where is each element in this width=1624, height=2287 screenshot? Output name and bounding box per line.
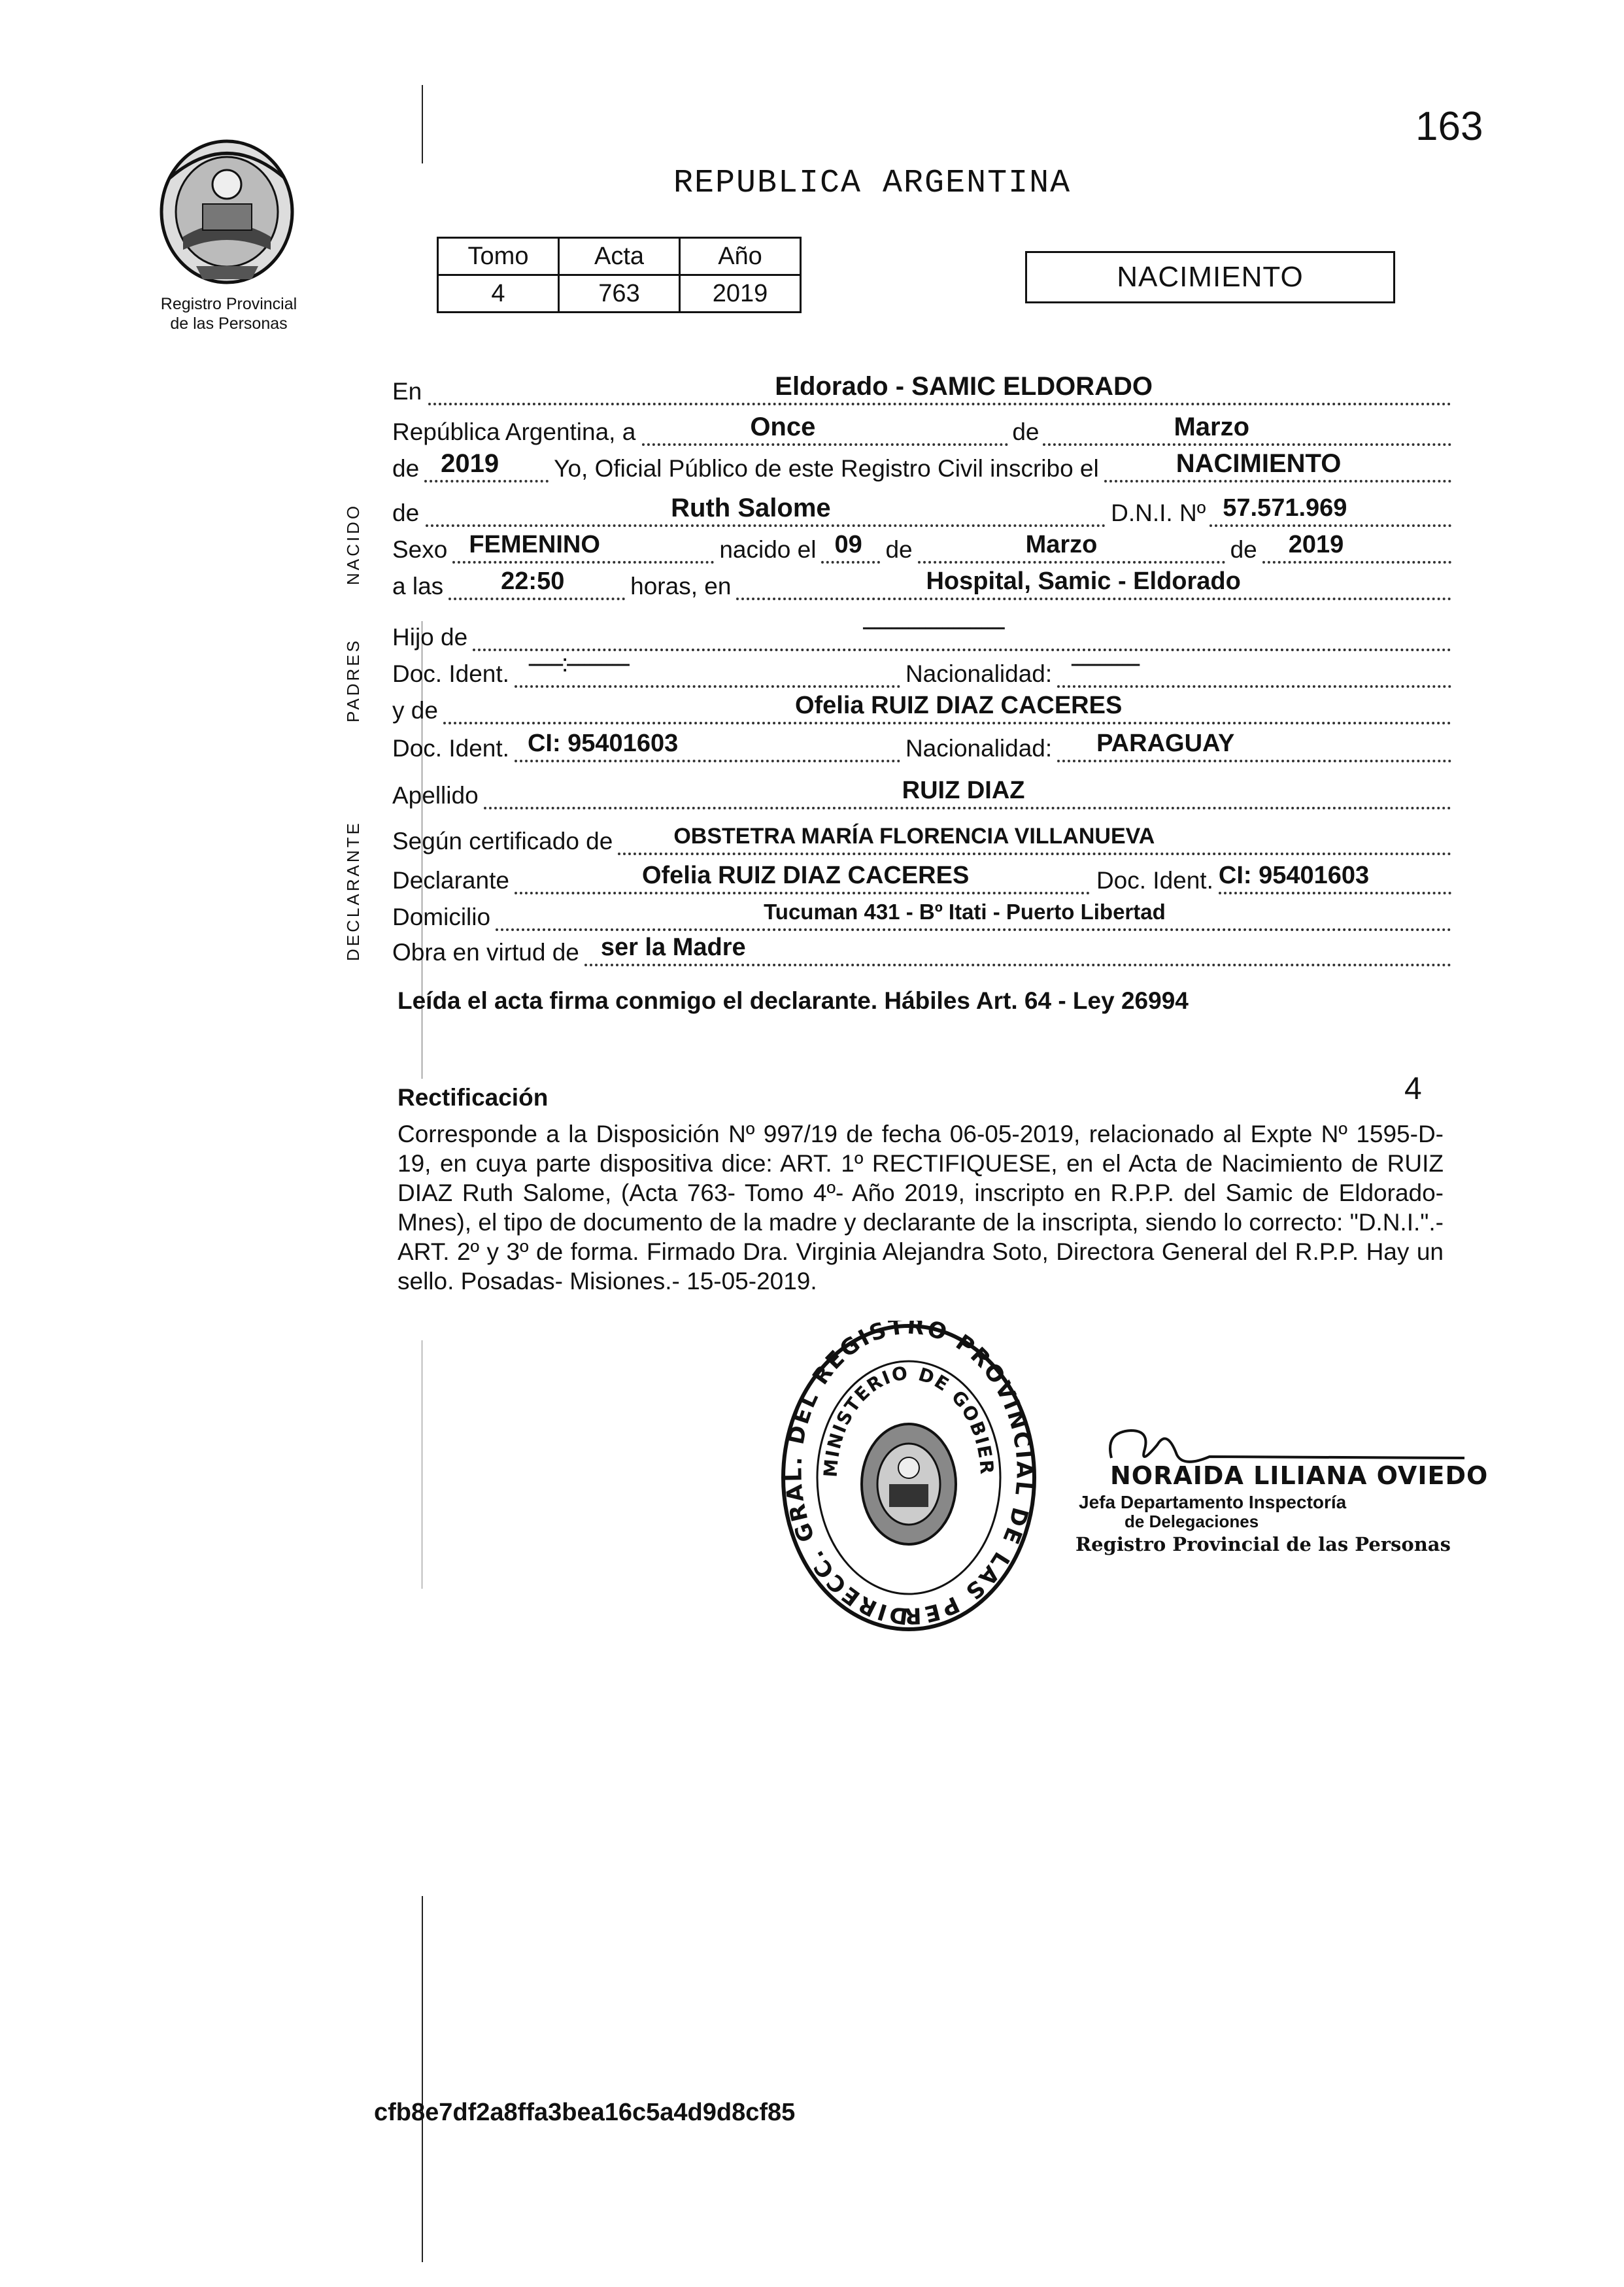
field-madre-nacionalidad: PARAGUAY <box>1096 730 1235 757</box>
value-tomo: 4 <box>438 275 559 313</box>
field-nacido-dia: 09 <box>834 531 862 558</box>
signatory-title-1: Jefa Departamento Inspectoría <box>1079 1492 1347 1512</box>
row-madre: y de Ofelia RUIZ DIAZ CACERES <box>392 694 1451 732</box>
province-seal-logo <box>157 139 297 286</box>
field-mes: Marzo <box>1174 413 1250 441</box>
signatory-title-2: de Delegaciones <box>1125 1512 1259 1531</box>
field-padre: ------------------------- <box>862 613 1004 641</box>
field-nombre: Ruth Salome <box>671 494 831 522</box>
row-en: En Eldorado - SAMIC ELDORADO <box>392 375 1451 413</box>
row-apellido: Apellido RUIZ DIAZ <box>392 779 1451 817</box>
rectificacion-body: Corresponde a la Disposición Nº 997/19 de fecha 06-05-2019, relacionado al Expte Nº 1595-D-19, en cuya parte dispositiva dice: ART. 1º RECTIFIQUESE, en el Acta de Nacimiento de RUIZ DIAZ Ruth Salome, (Acta 763- Tomo 4º- Año 2019, inscripto en R.P.P. del Samic de Eldorado-Mnes), el tipo de documento de la madre y declarante de la inscripta, siendo lo correcto: "D.N.I.".- ART. 2º y 3º de forma. Firmado Dra. Virginia Alejandra Soto, Directora General del R.P.P. Hay un sello. Posadas- Misiones.- 15-05-2019. <box>398 1121 1444 1295</box>
margin-line-top <box>422 85 423 163</box>
row-hijo: Hijo de ------------------------- <box>392 621 1451 659</box>
field-dia: Once <box>750 413 816 441</box>
side-label-padres: PADRES <box>343 638 363 722</box>
country-heading: REPUBLICA ARGENTINA <box>673 165 1072 202</box>
rectificacion-number: 4 <box>1404 1072 1422 1106</box>
row-madre-doc: Doc. Ident. CI: 95401603 Nacionalidad: PARAGUAY <box>392 732 1451 770</box>
row-certificado: Según certificado de OBSTETRA MARÍA FLORENCIA VILLANUEVA <box>392 825 1451 863</box>
field-dni: 57.571.969 <box>1223 494 1347 522</box>
header-acta: Acta <box>559 238 680 275</box>
rectificacion-title: Rectificación <box>398 1084 549 1111</box>
stamp-inner-text: MINISTERIO DE GOBIER <box>819 1362 998 1478</box>
field-nacido-mes: Marzo <box>1025 531 1098 558</box>
row-domicilio: Domicilio Tucuman 431 - Bº Itati - Puerto Libertad <box>392 901 1451 939</box>
row-oficial: de 2019 Yo, Oficial Público de este Registro Civil inscribo el NACIMIENTO <box>392 452 1451 490</box>
field-lugar-nacimiento: Hospital, Samic - Eldorado <box>926 568 1241 595</box>
field-inscribo: NACIMIENTO <box>1176 449 1342 478</box>
document-type-box: NACIMIENTO <box>1025 251 1395 303</box>
closing-statement: Leída el acta firma conmigo el declarante. Hábiles Art. 64 - Ley 26994 <box>398 987 1189 1014</box>
stamp-seal-icon <box>862 1424 956 1544</box>
row-padre-doc: Doc. Ident. ------:----------- Nacionalidad: ------------ <box>392 658 1451 696</box>
official-stamp <box>778 1321 1040 1635</box>
signatory-name: NORAIDA LILIANA OVIEDO <box>1110 1461 1489 1490</box>
header-tomo: Tomo <box>438 238 559 275</box>
field-declarante-doc: CI: 95401603 <box>1218 862 1370 889</box>
margin-line-bottom <box>422 1896 423 2262</box>
field-nacido-anio: 2019 <box>1288 531 1344 558</box>
field-certificado: OBSTETRA MARÍA FLORENCIA VILLANUEVA <box>673 824 1155 849</box>
field-padre-nacionalidad: ------------ <box>1070 650 1139 677</box>
field-obra: ser la Madre <box>600 934 746 961</box>
field-sexo: FEMENINO <box>469 531 600 558</box>
signatory-title-3: Registro Provincial de las Personas <box>1075 1533 1451 1555</box>
row-sexo: Sexo FEMENINO nacido el 09 de Marzo de 2019 <box>392 534 1451 571</box>
field-anio: 2019 <box>441 449 499 478</box>
field-en-lugar: Eldorado - SAMIC ELDORADO <box>775 372 1153 401</box>
row-republica: República Argentina, a Once de Marzo <box>392 416 1451 454</box>
field-hora: 22:50 <box>501 568 565 595</box>
value-acta: 763 <box>559 275 680 313</box>
side-label-declarante: DECLARANTE <box>343 821 363 961</box>
page-number: 163 <box>1415 104 1483 149</box>
document-hash: cfb8e7df2a8ffa3bea16c5a4d9d8cf85 <box>374 2099 796 2126</box>
row-declarante: Declarante Ofelia RUIZ DIAZ CACERES Doc. Ident. CI: 95401603 <box>392 864 1451 902</box>
record-table <box>437 237 802 313</box>
field-declarante: Ofelia RUIZ DIAZ CACERES <box>641 862 970 889</box>
registry-caption: Registro Provincial de las Personas <box>160 295 297 333</box>
field-padre-doc: ------:----------- <box>527 650 628 677</box>
field-apellido: RUIZ DIAZ <box>902 777 1025 804</box>
row-nombre: de Ruth Salome D.N.I. Nº 57.571.969 <box>392 497 1451 535</box>
field-domicilio: Tucuman 431 - Bº Itati - Puerto Libertad <box>764 900 1166 924</box>
stamp-outer-text: DIRECC. GRAL. DEL REGISTRO PROVINCIAL DE LAS PER <box>781 1321 1038 1629</box>
header-anio: Año <box>680 238 801 275</box>
field-madre-doc: CI: 95401603 <box>527 730 679 757</box>
side-label-nacido: NACIDO <box>343 503 363 585</box>
value-anio: 2019 <box>680 275 801 313</box>
field-madre: Ofelia RUIZ DIAZ CACERES <box>794 692 1123 719</box>
row-hora: a las 22:50 horas, en Hospital, Samic - Eldorado <box>392 570 1451 608</box>
row-obra: Obra en virtud de ser la Madre <box>392 936 1451 974</box>
